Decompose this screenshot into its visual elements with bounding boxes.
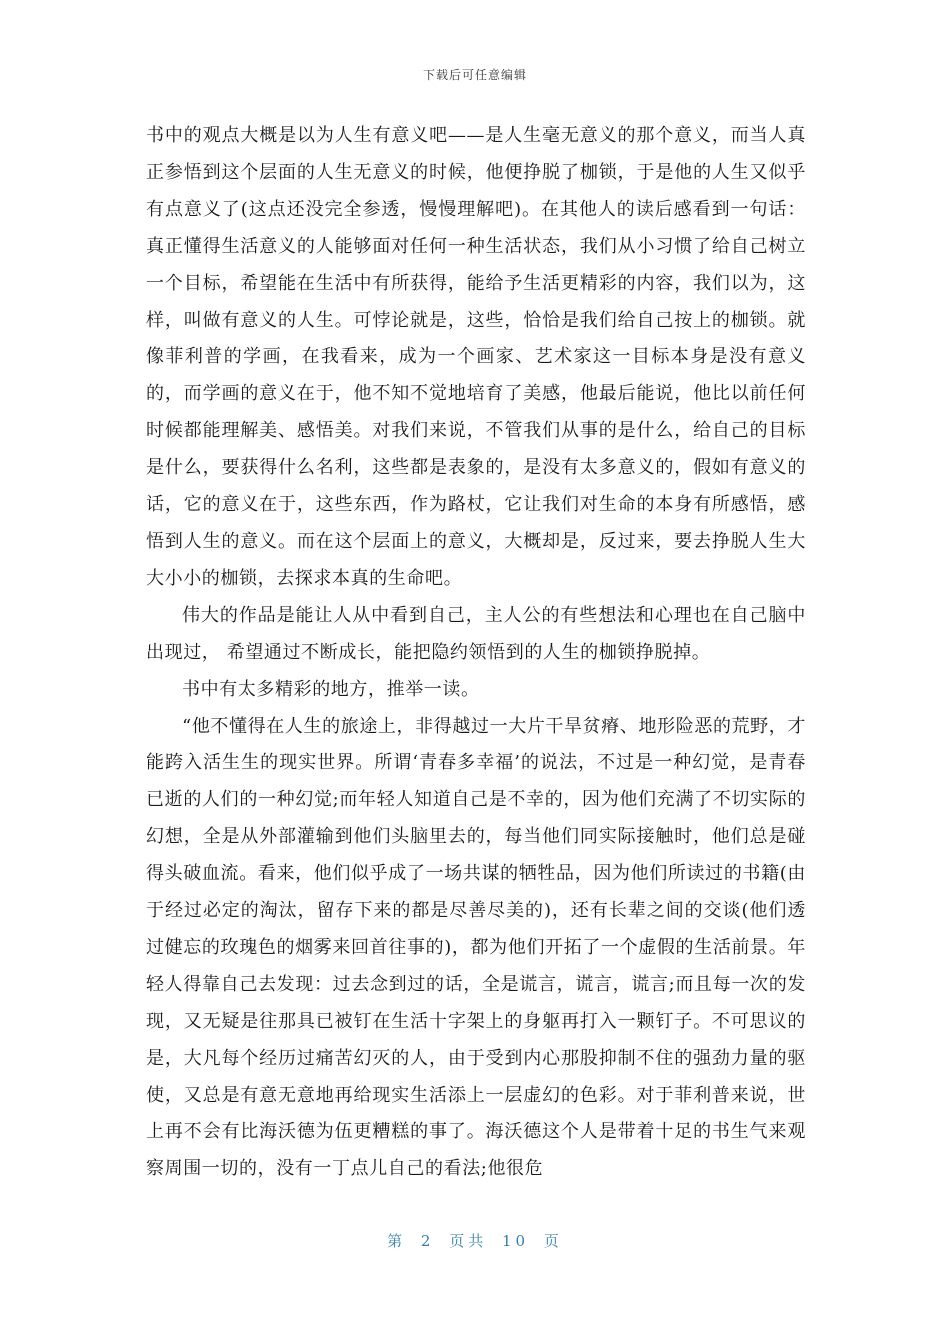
document-body — [146, 118, 806, 1188]
paragraph: “他不懂得在人生的旅途上，非得越过一大片干旱贫瘠、地形险恶的荒野，才能跨入活生生的现实世界。所谓‘青春多幸福’的说法，不过是一种幻觉，是青春已逝的人们的一种幻觉;而年轻人知道自己是不幸的，因为他们充满了不切实际的幻想，全是从外部灌输到他们头脑里去的，每当他们同实际接触时，他们总是碰得头破血流。看来，他们似乎成了一场共谋的牺牲品，因为他们所读过的书籍(由于经过必定的淘汰，留存下来的都是尽善尽美的)，还有长辈之间的交谈(他们透过健忘的玫瑰色的烟雾来回首往事的)，都为他们开拓了一个虚假的生活前景。年轻人得靠自己去发现：过去念到过的话，全是谎言，谎言，谎言;而且每一次的发现，又无疑是往那具已被钉在生活十字架上的身躯再打入一颗钉子。不可思议的是，大凡每个经历过痛苦幻灭的人，由于受到内心那股抑制不住的强劲力量的驱使，又总是有意无意地再给现实生活添上一层虚幻的色彩。对于菲利普来说，世上再不会有比海沃德为伍更糟糕的事了。海沃德这个人是带着十足的书生气来观察周围一切的，没有一丁点儿自己的看法;他很危 — [146, 715, 806, 1180]
paragraph: 伟大的作品是能让人从中看到自己，主人公的有些想法和心理也在自己脑中出现过， 希望通过不断成长，能把隐约领悟到的人生的枷锁挣脱掉。 — [146, 604, 806, 663]
paragraph: 书中有太多精彩的地方，推举一读。 — [182, 678, 480, 700]
paragraph: 书中的观点大概是以为人生有意义吧——是人生毫无意义的那个意义，而当人真正参悟到这个层面的人生无意义的时候，他便挣脱了枷锁，于是他的人生又似乎有点意义了(这点还没完全参透，慢慢理解吧)。在其他人的读后感看到一句话：真正懂得生活意义的人能够面对任何一种生活状态，我们从小习惯了给自己树立一个目标，希望能在生活中有所获得，能给予生活更精彩的内容，我们以为，这样，叫做有意义的人生。可悖论就是，这些，恰恰是我们给自己按上的枷锁。就像菲利普的学画，在我看来，成为一个画家、艺术家这一目标本身是没有意义的，而学画的意义在于，他不知不觉地培育了美感，他最后能说，他比以前任何时候都能理解美、感悟美。对我们来说，不管我们从事的是什么，给自己的目标是什么，要获得什么名利，这些都是表象的，是没有太多意义的，假如有意义的话，它的意义在于，这些东西，作为路杖，它让我们对生命的本身有所感悟，感悟到人生的意义。而在这个层面上的意义，大概却是，反过来，要去挣脱人生大大小小的枷锁，去探求本真的生命吧。 — [146, 125, 806, 589]
page-header: 下载后可任意编辑 — [422, 68, 527, 82]
page-number-footer: 第 2 页共 10 页 — [387, 1232, 563, 1250]
